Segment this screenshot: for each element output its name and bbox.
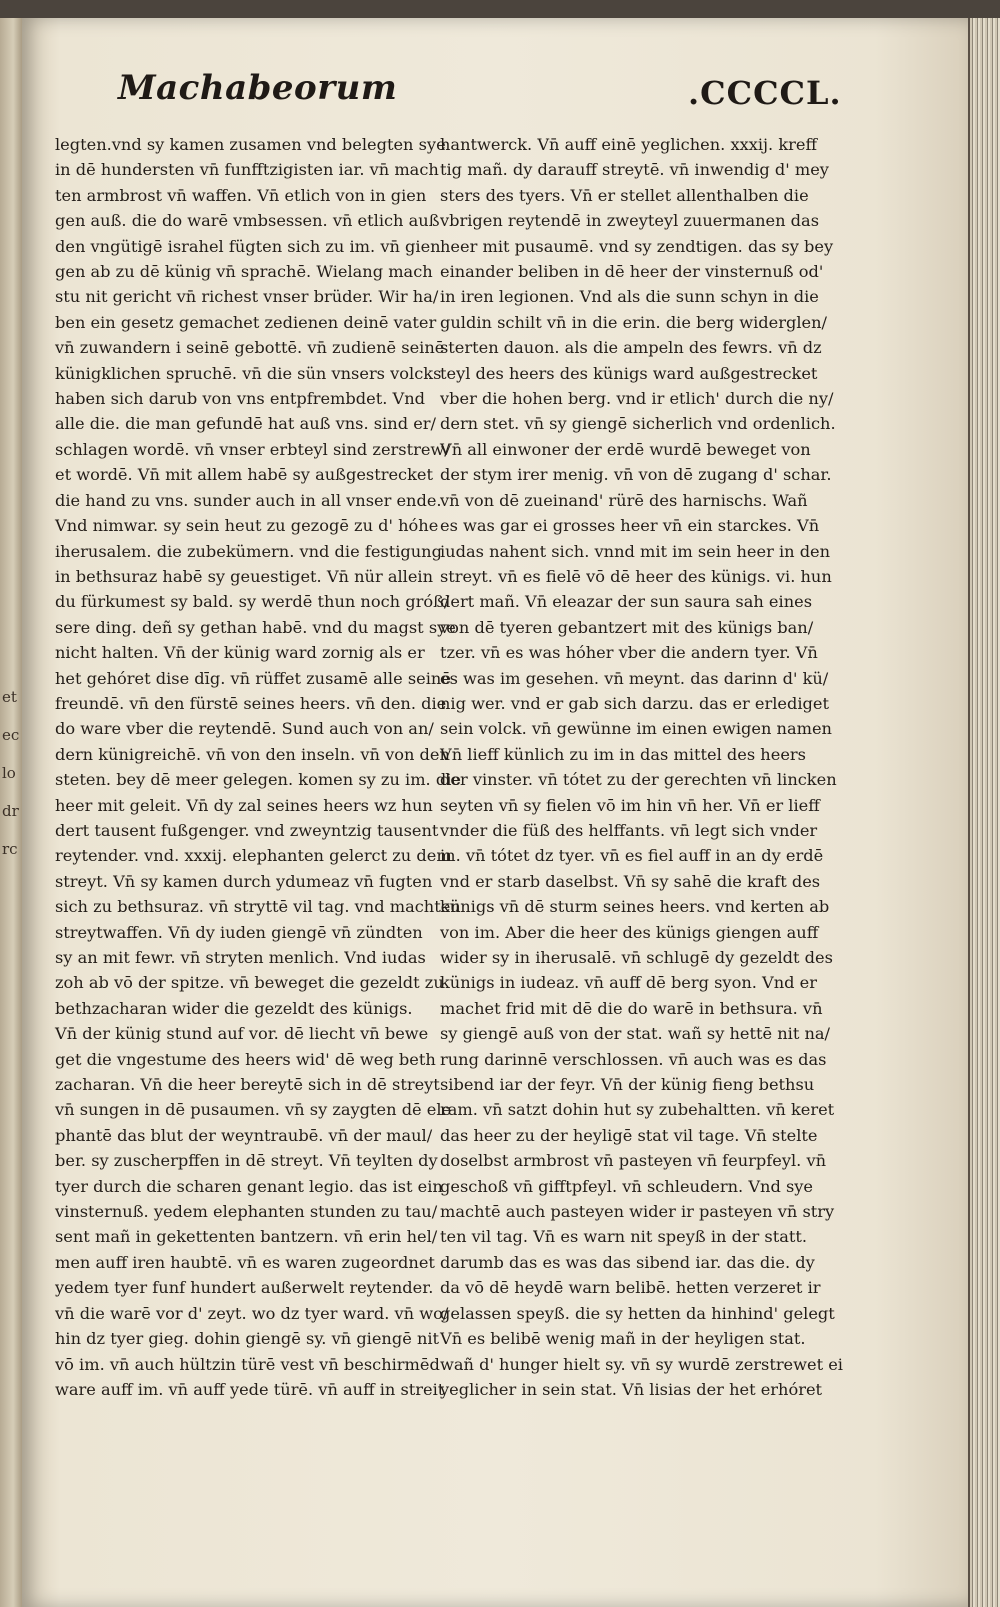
text-line: darumb das es was das sibend iar. das die. dy <box>440 1252 815 1272</box>
text-line: künigklichen spruchē. vn̄ die sün vnsers volcks <box>55 363 442 383</box>
text-line: sere ding. deñ sy gethan habē. vnd du magst sye <box>55 617 456 637</box>
text-line: dern stet. vn̄ sy giengē sicherlich vnd ordenlich. <box>440 414 836 434</box>
text-line: tzer. vn̄ es was hóher vber die andern tyer. Vn̄ <box>440 643 818 663</box>
text-line: zacharan. Vn̄ die heer bereytē sich in dē streyt <box>55 1075 440 1095</box>
text-line: sent mañ in gekettenten bantzern. vn̄ erin hel/ <box>55 1227 438 1247</box>
text-line: gen ab zu dē künig vn̄ sprachē. Wielang mach <box>55 262 433 282</box>
text-line: in. vn̄ tótet dz tyer. vn̄ es fiel auff in an dy erdē <box>440 846 824 866</box>
text-line: Vn̄ der künig stund auf vor. dē liecht vn̄ bewe <box>55 1024 429 1044</box>
text-line: men auff iren haubtē. vn̄ es waren zugeordnet <box>55 1252 435 1272</box>
text-line: heer mit pusaumē. vnd sy zendtigen. das sy bey <box>440 236 834 256</box>
text-line: ram. vn̄ satzt dohin hut sy zubehaltten. vn̄ keret <box>440 1100 835 1120</box>
text-line: stu nit gericht vn̄ richest vnser brüder. Wir ha/ <box>55 287 439 307</box>
text-line: vnder die füß des helffants. vn̄ legt sich vnder <box>440 820 818 840</box>
running-title: Machabeorum <box>118 68 398 108</box>
text-line: vbrigen reytendē in zweyteyl zuuermanen das <box>440 211 819 231</box>
text-line: dert tausent fußgenger. vnd zweyntzig tausent <box>55 820 439 840</box>
text-line: sy giengē auß von der stat. wañ sy hettē nit na/ <box>440 1024 831 1044</box>
text-line: von im. Aber die heer des künigs giengen auff <box>440 922 819 942</box>
text-line: steten. bey dē meer gelegen. komen sy zu im. die <box>55 770 461 790</box>
text-line: vber die hohen berg. vnd ir etlich' durch die ny/ <box>440 389 834 409</box>
text-line: sters des tyers. Vn̄ er stellet allenthalben die <box>440 185 809 205</box>
text-line: vnd er starb daselbst. Vn̄ sy sahē die kraft des <box>440 871 821 891</box>
text-line: das heer zu der heyligē stat vil tage. Vn̄ stelte <box>440 1125 818 1145</box>
text-line: nig wer. vnd er gab sich darzu. das er erlediget <box>440 693 829 713</box>
text-line: alle die. die man gefundē hat auß vns. sind er/ <box>55 414 436 434</box>
text-line: Vn̄ lieff künlich zu im in das mittel des heers <box>440 744 806 764</box>
text-line: geschoß vn̄ gifftpfeyl. vn̄ schleudern. Vnd sye <box>440 1176 814 1196</box>
text-line: sy an mit fewr. vn̄ stryten menlich. Vnd iudas <box>55 948 426 967</box>
text-line: get die vngestume des heers wid' dē weg beth <box>55 1049 436 1069</box>
text-line: phantē das blut der weyntraubē. vn̄ der maul/ <box>55 1125 433 1145</box>
text-line: yedem tyer funf hundert außerwelt reytender. <box>55 1278 434 1298</box>
text-line: von dē tyeren gebantzert mit des künigs ban/ <box>440 617 814 637</box>
text-line: vinsternuß. yedem elephanten stunden zu tau/ <box>55 1202 438 1222</box>
text-line: sich zu bethsuraz. vn̄ stryttē vil tag. vnd machten <box>55 897 461 917</box>
right-text-column <box>440 132 843 1402</box>
text-line: ten vil tag. Vn̄ es warn nit speyß in der statt. <box>440 1227 808 1247</box>
text-line: het gehóret dise dīg. vn̄ rüffet zusamē alle seinē <box>55 668 451 688</box>
text-line: machtē auch pasteyen wider ir pasteyen vn̄ stry <box>440 1202 835 1222</box>
text-line: in iren legionen. Vnd als die sunn schyn in die <box>440 287 819 307</box>
text-line: teyl des heers des künigs ward außgestrecket <box>440 363 818 383</box>
text-line: seyten vn̄ sy fielen vō im hin vn̄ her. Vn̄ er lieff <box>440 795 820 815</box>
text-line: es was gar ei grosses heer vn̄ ein starckes. Vn̄ <box>440 516 820 536</box>
margin-fragment: ec <box>2 726 20 744</box>
text-line: wañ d' hunger hielt sy. vn̄ sy wurdē zerstrewet ei <box>440 1354 843 1374</box>
text-line: der vinster. vn̄ tótet zu der gerechten vn̄ lincken <box>440 770 837 790</box>
text-line: dern künigreichē. vn̄ von den inseln. vn̄ von den <box>55 744 450 764</box>
text-line: tyer durch die scharen genant legio. das ist ein <box>55 1176 443 1196</box>
text-line: künigs vn̄ dē sturm seines heers. vnd kerten ab <box>440 897 830 917</box>
text-line: sibend iar der feyr. Vn̄ der künig fieng bethsu <box>440 1075 815 1095</box>
scan-top-shadow <box>0 0 1000 20</box>
margin-fragment: lo <box>2 764 16 782</box>
text-line: den vngütigē israhel fügten sich zu im. vn̄ gien <box>55 236 441 256</box>
text-line: Vnd nimwar. sy sein heut zu gezogē zu d' hóhe <box>55 516 439 536</box>
text-line: sterten dauon. als die ampeln des fewrs. vn̄ dz <box>440 338 822 358</box>
text-line: iherusalem. die zubekümern. vnd die festigung <box>55 541 442 561</box>
text-line: bethzacharan wider die gezeldt des künigs. <box>55 998 413 1018</box>
text-line: vō im. vn̄ auch hültzin türē vest vn̄ beschirmēd <box>55 1354 440 1374</box>
text-line: zoh ab vō der spitze. vn̄ beweget die gezeldt zu <box>55 973 444 993</box>
text-line: wider sy in iherusalē. vn̄ schlugē dy gezeldt des <box>440 948 833 967</box>
text-line: streyt. vn̄ es fielē vō dē heer des künigs. vi. hun <box>440 566 832 586</box>
text-line: gen auß. die do warē vmbsessen. vn̄ etlich auß <box>55 211 440 231</box>
text-line: hin dz tyer gieg. dohin giengē sy. vn̄ giengē nit <box>55 1329 440 1349</box>
text-line: vn̄ zuwandern i seinē gebottē. vn̄ zudienē seinē <box>55 338 445 358</box>
text-line: haben sich darub von vns entpfrembdet. Vnd <box>55 389 425 409</box>
text-line: vn̄ von dē zueinand' rürē des harnischs. Wañ <box>440 490 808 510</box>
text-line: vn̄ die warē vor d' zeyt. wo dz tyer ward. vn̄ wo/ <box>55 1303 449 1323</box>
text-line: du fürkumest sy bald. sy werdē thun noch gróß/ <box>55 592 450 612</box>
text-line: legten.vnd sy kamen zusamen vnd belegten sye <box>55 135 446 154</box>
text-line: heer mit geleit. Vn̄ dy zal seines heers wz hun <box>55 795 433 815</box>
page-stack-edge <box>968 18 1000 1607</box>
text-line: streyt. Vn̄ sy kamen durch ydumeaz vn̄ fugten <box>55 871 433 891</box>
margin-fragment: dr <box>2 802 19 820</box>
text-line: sein volck. vn̄ gewünne im einen ewigen namen <box>440 719 832 739</box>
text-line: nicht halten. Vn̄ der künig ward zornig als er <box>55 643 425 663</box>
text-line: schlagen wordē. vn̄ vnser erbteyl sind zerstrew/ <box>55 439 450 459</box>
text-line: yeglicher in sein stat. Vn̄ lisias der het erhóret <box>440 1379 823 1399</box>
text-line: vn̄ sungen in dē pusaumen. vn̄ sy zaygten dē ele <box>55 1100 452 1120</box>
text-line: tig mañ. dy darauff streytē. vn̄ inwendig d' mey <box>440 160 829 180</box>
text-line: gelassen speyß. die sy hetten da hinhind' gelegt <box>440 1303 835 1323</box>
text-line: et wordē. Vn̄ mit allem habē sy außgestrecket <box>55 465 434 485</box>
text-line: ten armbrost vn̄ waffen. Vn̄ etlich von in gien <box>55 185 427 205</box>
text-line: dert mañ. Vn̄ eleazar der sun saura sah eines <box>440 592 813 612</box>
folio-number: .CCCCL. <box>688 74 842 112</box>
margin-fragment: et <box>2 688 17 706</box>
text-line: hantwerck. Vn̄ auff einē yeglichen. xxxij. kreff <box>440 135 817 154</box>
text-line: der stym irer menig. vn̄ von dē zugang d' schar. <box>440 465 832 485</box>
text-line: Vn̄ es belibē wenig mañ in der heyligen stat. <box>440 1329 806 1349</box>
text-line: rung darinnē verschlossen. vn̄ auch was es das <box>440 1049 827 1069</box>
text-line: reytender. vnd. xxxij. elephanten gelerct zu dem <box>55 846 452 866</box>
previous-page-edge <box>0 18 22 1607</box>
text-line: Vn̄ all einwoner der erdē wurdē beweget von <box>440 439 811 459</box>
text-line: ber. sy zuscherpffen in dē streyt. Vn̄ teylten dy <box>55 1151 438 1171</box>
text-line: ware auff im. vn̄ auff yede türē. vn̄ auff in streit <box>55 1379 445 1399</box>
text-line: freundē. vn̄ den fürstē seines heers. vn̄ den. die <box>55 693 447 713</box>
text-line: doselbst armbrost vn̄ pasteyen vn̄ feurpfeyl. vn̄ <box>440 1151 827 1171</box>
previous-page-margin-text <box>2 678 20 868</box>
text-line: es was im gesehen. vn̄ meynt. das darinn d' kü/ <box>440 668 829 688</box>
text-line: machet frid mit dē die do warē in bethsura. vn̄ <box>440 998 823 1018</box>
left-text-column <box>55 132 461 1402</box>
margin-fragment: rc <box>2 840 18 858</box>
text-line: streytwaffen. Vn̄ dy iuden giengē vn̄ zündten <box>55 922 423 942</box>
text-line: die hand zu vns. sunder auch in all vnser ende. <box>55 490 442 510</box>
text-line: künigs in iudeaz. vn̄ auff dē berg syon. Vnd er <box>440 973 817 993</box>
text-line: in dē hundersten vn̄ funfftzigisten iar. vn̄ mach <box>55 160 439 180</box>
text-line: in bethsuraz habē sy geuestiget. Vn̄ nür allein <box>55 566 434 586</box>
text-line: do ware vber die reytendē. Sund auch von an/ <box>55 719 434 739</box>
text-line: guldin schilt vn̄ in die erin. die berg widerglen/ <box>440 312 827 332</box>
text-line: da vō dē heydē warn belibē. hetten verzeret ir <box>440 1278 821 1298</box>
text-line: ben ein gesetz gemachet zedienen deinē vater <box>55 312 437 332</box>
text-line: iudas nahent sich. vnnd mit im sein heer in den <box>440 541 831 561</box>
text-line: einander beliben in dē heer der vinsternuß od' <box>440 262 824 282</box>
